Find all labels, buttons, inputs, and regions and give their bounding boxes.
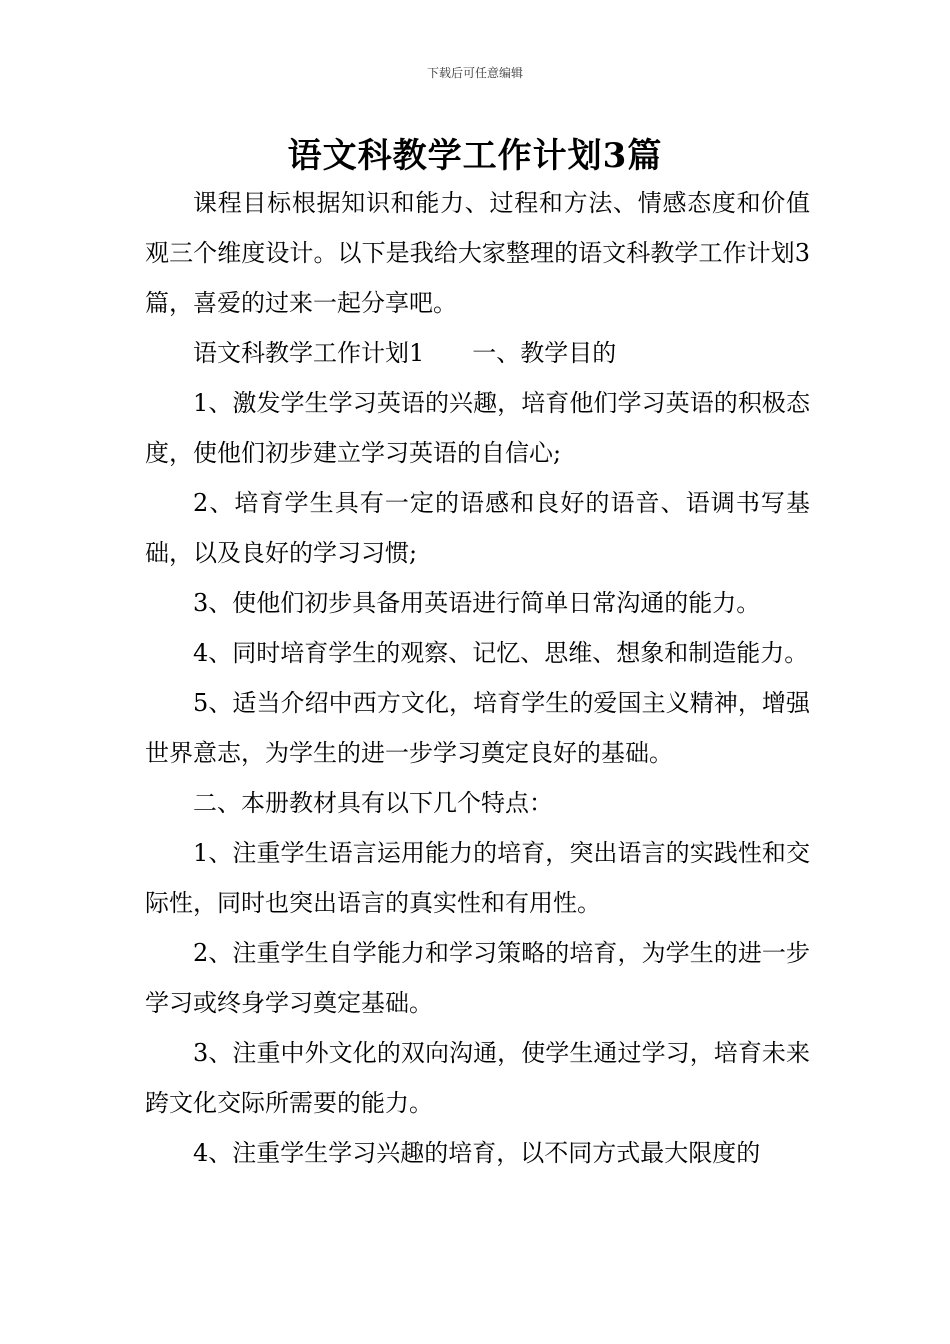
document-body <box>145 178 810 1178</box>
body-paragraph: 4、注重学生学习兴趣的培育，以不同方式最大限度的 <box>193 1139 761 1167</box>
body-paragraph: 1、注重学生语言运用能力的培育，突出语言的实践性和交际性，同时也突出语言的真实性和有用性。 <box>145 839 810 917</box>
document-title: 语文科教学工作计划3篇 <box>287 136 663 176</box>
plan-label: 语文科教学工作计划1 <box>193 339 425 367</box>
body-paragraph: 5、适当介绍中西方文化，培育学生的爱国主义精神，增强世界意志，为学生的进一步学习奠定良好的基础。 <box>145 689 810 767</box>
section-heading: 二、本册教材具有以下几个特点： <box>193 789 553 817</box>
header-note: 下载后可任意编辑 <box>426 66 523 80</box>
body-paragraph: 2、培育学生具有一定的语感和良好的语音、语调书写基础，以及良好的学习习惯; <box>145 489 810 567</box>
section-heading: 一、教学目的 <box>472 339 617 367</box>
body-paragraph: 4、同时培育学生的观察、记忆、思维、想象和制造能力。 <box>193 639 809 667</box>
body-paragraph: 2、注重学生自学能力和学习策略的培育，为学生的进一步学习或终身学习奠定基础。 <box>145 939 810 1017</box>
body-paragraph: 3、使他们初步具备用英语进行简单日常沟通的能力。 <box>193 589 761 617</box>
plan-heading-line <box>145 328 810 378</box>
body-paragraph: 1、激发学生学习英语的兴趣，培育他们学习英语的积极态度，使他们初步建立学习英语的自信心; <box>145 389 810 467</box>
body-paragraph: 3、注重中外文化的双向沟通，使学生通过学习，培育未来跨文化交际所需要的能力。 <box>145 1039 810 1117</box>
intro-paragraph: 课程目标根据知识和能力、过程和方法、情感态度和价值观三个维度设计。以下是我给大家整理的语文科教学工作计划3篇，喜爱的过来一起分享吧。 <box>145 189 810 317</box>
